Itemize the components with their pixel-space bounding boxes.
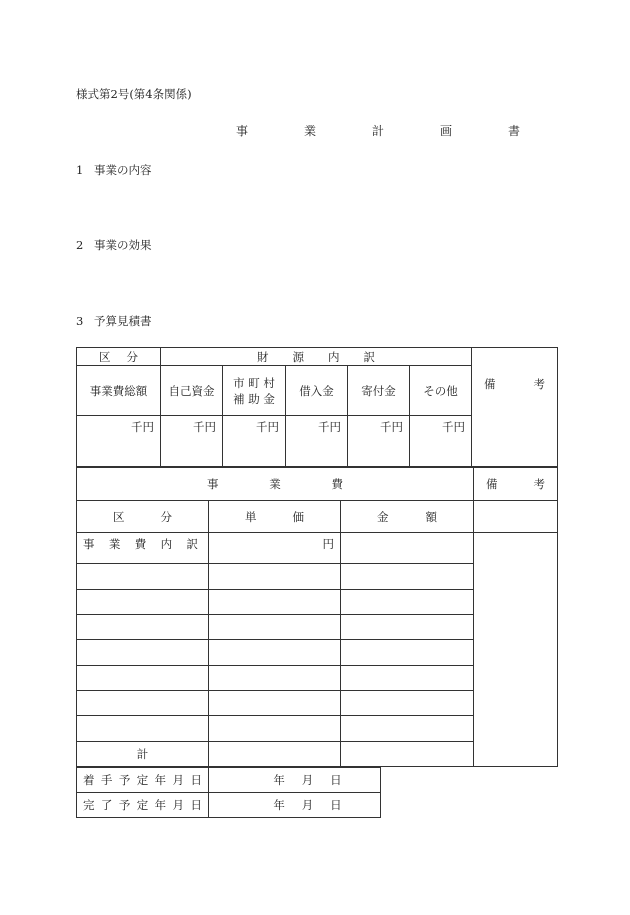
col-municipal-subsidy	[223, 366, 286, 416]
start-char: 定	[136, 773, 149, 787]
expense-bikou-body	[474, 533, 558, 767]
expense-cell	[77, 564, 209, 590]
bikou-char: 備	[484, 377, 496, 391]
bikou-char: 考	[533, 377, 546, 391]
breakdown-char: 業	[108, 537, 121, 551]
kubun-char: 区	[113, 509, 125, 524]
schedule-table	[76, 767, 381, 818]
year-char: 年	[273, 773, 285, 787]
expense-cell	[341, 716, 474, 742]
breakdown-char: 内	[160, 537, 173, 551]
expense-cell	[341, 590, 474, 615]
section-3-label: 予算見積書	[94, 314, 152, 328]
day-char: 日	[330, 798, 342, 812]
jigyouhi-char: 費	[331, 477, 343, 491]
expense-cell	[209, 666, 341, 691]
amount-municipal-subsidy: 千円	[223, 416, 286, 467]
section-3-number: 3	[76, 314, 84, 328]
kubun-char: 分	[160, 509, 172, 524]
col-municipal-line2: 補 助 金	[233, 391, 275, 406]
expense-cell	[77, 716, 209, 742]
col-municipal-line1: 市 町 村	[233, 375, 275, 390]
kubun-char: 分	[126, 349, 138, 364]
day-char: 日	[330, 773, 342, 787]
expense-cell	[77, 640, 209, 666]
expense-cell	[77, 615, 209, 640]
jigyouhi-header	[77, 468, 474, 501]
jigyouhi-char: 事	[207, 477, 219, 491]
zaigen-char: 内	[328, 349, 340, 364]
amount-loan: 千円	[286, 416, 348, 467]
col-loan: 借入金	[286, 366, 348, 416]
breakdown-char: 事	[83, 537, 95, 551]
expense-amount-cell	[341, 533, 474, 564]
total-unit-price	[209, 742, 341, 767]
bikou-char: 考	[533, 477, 545, 491]
zaigen-char: 財	[257, 349, 269, 364]
start-char: 年	[154, 773, 167, 787]
col-donation: 寄付金	[348, 366, 410, 416]
expense-cell	[341, 640, 474, 666]
expense-cell	[209, 564, 341, 590]
unit-price-yen: 円	[209, 533, 341, 564]
zaigen-char: 訳	[363, 349, 375, 364]
breakdown-char: 訳	[186, 537, 198, 551]
expense-cell	[209, 640, 341, 666]
end-char: 年	[154, 798, 167, 812]
year-char: 年	[273, 798, 285, 812]
section-2-heading	[76, 237, 152, 253]
start-date-label	[77, 768, 209, 793]
end-date-label	[77, 793, 209, 818]
expense-cell	[209, 615, 341, 640]
kingaku-char: 金	[377, 509, 389, 524]
amount-other: 千円	[410, 416, 472, 467]
month-char: 月	[301, 798, 314, 812]
breakdown-char: 費	[134, 537, 147, 551]
tanka-char: 単	[245, 509, 257, 524]
tanka-char: 価	[292, 509, 304, 524]
funding-bikou-cell	[472, 348, 558, 467]
expense-breakdown-label	[77, 533, 209, 564]
start-date-value	[209, 768, 381, 793]
expense-bikou-empty	[474, 501, 558, 533]
end-char: 月	[172, 798, 185, 812]
amount-total-cost: 千円	[77, 416, 161, 467]
expense-kubun-header	[77, 501, 209, 533]
expense-bikou-header	[474, 468, 558, 501]
section-1-heading	[76, 162, 152, 178]
end-char: 予	[118, 798, 131, 812]
col-total-cost: 事業費総額	[77, 366, 161, 416]
expense-cell	[77, 590, 209, 615]
amount-donation: 千円	[348, 416, 410, 467]
kingaku-header	[341, 501, 474, 533]
bikou-char: 備	[486, 477, 498, 491]
expense-cell	[209, 691, 341, 716]
zaigen-header	[161, 348, 472, 366]
section-3-heading	[76, 313, 152, 329]
section-1-number: 1	[76, 163, 84, 177]
kingaku-char: 額	[425, 509, 437, 524]
end-date-value	[209, 793, 381, 818]
total-label: 計	[77, 742, 209, 767]
expense-cell	[209, 716, 341, 742]
end-char: 定	[136, 798, 149, 812]
kubun-header	[77, 348, 161, 366]
kubun-char: 区	[99, 349, 111, 364]
start-char: 着	[83, 773, 95, 787]
expense-cell	[341, 564, 474, 590]
end-char: 了	[100, 798, 113, 812]
expense-cell	[341, 691, 474, 716]
zaigen-char: 源	[292, 349, 304, 364]
expense-table	[76, 467, 558, 767]
start-char: 手	[100, 773, 113, 787]
month-char: 月	[301, 773, 314, 787]
expense-cell	[209, 590, 341, 615]
tanka-header	[209, 501, 341, 533]
section-2-number: 2	[76, 238, 84, 252]
start-char: 日	[190, 773, 202, 787]
total-amount	[341, 742, 474, 767]
jigyouhi-char: 業	[269, 477, 281, 491]
expense-cell	[341, 666, 474, 691]
amount-own-funds: 千円	[161, 416, 223, 467]
start-char: 月	[172, 773, 185, 787]
form-number: 様式第2号(第4条関係)	[76, 87, 192, 101]
col-other: その他	[410, 366, 472, 416]
start-char: 予	[118, 773, 131, 787]
funding-table	[76, 347, 558, 467]
expense-cell	[77, 666, 209, 691]
section-1-label: 事業の内容	[94, 163, 152, 177]
expense-cell	[341, 615, 474, 640]
expense-cell	[77, 691, 209, 716]
section-2-label: 事業の効果	[94, 238, 152, 252]
end-char: 完	[83, 798, 95, 812]
end-char: 日	[190, 798, 202, 812]
col-own-funds: 自己資金	[161, 366, 223, 416]
document-title: 事 業 計 画 書	[236, 124, 543, 138]
